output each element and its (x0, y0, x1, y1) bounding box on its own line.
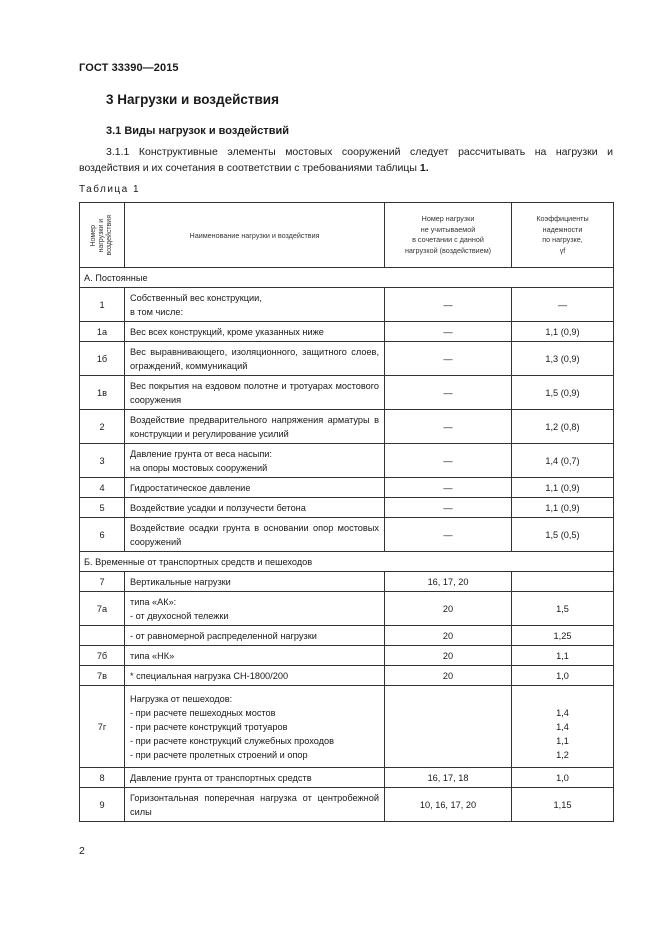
table-header-row (80, 203, 614, 268)
row-number: 7 (80, 572, 125, 592)
table-row (80, 666, 614, 686)
row-name-line: на опоры мостовых сооружений (130, 462, 268, 473)
row-excluded: 10, 16, 17, 20 (385, 788, 512, 822)
header-not-considered (385, 203, 512, 268)
row-name-line: - при расчете пешеходных мостов (130, 707, 276, 718)
header-number-text (90, 215, 114, 256)
header-number (80, 203, 125, 268)
header-number-line: воздействия (106, 214, 113, 256)
section-row (80, 552, 614, 572)
row-excluded: — (385, 444, 512, 478)
row-excluded: — (385, 478, 512, 498)
row-coefficient-line: 1,4 (556, 707, 569, 718)
table-row (80, 478, 614, 498)
row-coefficient: 1,0 (512, 768, 614, 788)
header-line: Номер нагрузки (421, 214, 475, 223)
table-row (80, 626, 614, 646)
row-excluded: 20 (385, 666, 512, 686)
table-row (80, 788, 614, 822)
row-name: Гидростатическое давление (125, 478, 385, 498)
paragraph-table-ref: 1 (419, 162, 426, 174)
row-number (80, 626, 125, 646)
row-coefficient: — (512, 288, 614, 322)
row-excluded (385, 686, 512, 768)
row-name-line: в том числе: (130, 306, 184, 317)
header-name (125, 203, 385, 268)
row-coefficient: 1,3 (0,9) (512, 342, 614, 376)
row-name: типа «НК» (125, 646, 385, 666)
row-coefficient-line: 1,2 (556, 749, 569, 760)
row-name: Горизонтальная поперечная нагрузка от центробежной силы (125, 788, 385, 822)
row-coefficient: 1,1 (0,9) (512, 478, 614, 498)
table-row (80, 410, 614, 444)
row-coefficient (512, 572, 614, 592)
row-excluded: — (385, 322, 512, 342)
row-name-line: - при расчете конструкций служебных проходов (130, 735, 334, 746)
section-row (80, 268, 614, 288)
row-number: 2 (80, 410, 125, 444)
row-excluded: — (385, 288, 512, 322)
row-excluded: 16, 17, 18 (385, 768, 512, 788)
row-coefficient: 1,1 (0,9) (512, 322, 614, 342)
table-row (80, 498, 614, 518)
row-name-line: - при расчете конструкций тротуаров (130, 721, 288, 732)
row-number: 6 (80, 518, 125, 552)
row-coefficient: 1,25 (512, 626, 614, 646)
table-row (80, 572, 614, 592)
table-row (80, 444, 614, 478)
row-number: 4 (80, 478, 125, 498)
section-b-label: Б. Временные от транспортных средств и пешеходов (80, 552, 614, 572)
header-number-line: Номер (90, 224, 97, 246)
section-a-label: А. Постоянные (80, 268, 614, 288)
row-name-line: Собственный вес конструкции, (130, 292, 262, 303)
row-number: 9 (80, 788, 125, 822)
row-excluded: — (385, 376, 512, 410)
row-coefficient (512, 686, 614, 768)
row-excluded: — (385, 342, 512, 376)
row-excluded: 20 (385, 626, 512, 646)
row-coefficient: 1,0 (512, 666, 614, 686)
header-line: не учитываемой (420, 224, 476, 234)
row-name: Вес всех конструкций, кроме указанных ниже (125, 322, 385, 342)
row-name-line: - от двухосной тележки (130, 610, 229, 621)
header-line: надежности (542, 224, 583, 234)
row-coefficient: 1,4 (0,7) (512, 444, 614, 478)
row-name: Воздействие осадки грунта в основании опор мостовых сооружений (125, 518, 385, 552)
row-coefficient-line: 1,1 (556, 735, 569, 746)
row-name (125, 592, 385, 626)
row-number: 7б (80, 646, 125, 666)
table-row (80, 288, 614, 322)
row-name: Давление грунта от транспортных средств (125, 768, 385, 788)
header-line: по нагрузке, (542, 235, 583, 244)
table-row (80, 768, 614, 788)
row-name: Вертикальные нагрузки (125, 572, 385, 592)
row-name: Вес покрытия на ездовом полотне и тротуарах мостового сооружения (125, 376, 385, 410)
table-row (80, 322, 614, 342)
row-coefficient: 1,1 (512, 646, 614, 666)
header-line: γf (559, 245, 566, 255)
header-coefficient-text (517, 214, 608, 256)
row-coefficient: 1,5 (512, 592, 614, 626)
header-name-text: Наименование нагрузки и воздействия (189, 231, 320, 240)
table-row (80, 518, 614, 552)
paragraph-text: 3.1.1 Конструктивные элементы мостовых сооружений следует рассчитывать на нагрузки и воздействия и их сочетания в соответствии с требованиями таблицы (79, 146, 613, 174)
row-name: - от равномерной распределенной нагрузки (125, 626, 385, 646)
header-not-considered-text (390, 214, 506, 256)
row-excluded: — (385, 518, 512, 552)
row-number: 7в (80, 666, 125, 686)
header-line: нагрузкой (воздействием) (404, 245, 492, 255)
row-number: 1 (80, 288, 125, 322)
row-number: 5 (80, 498, 125, 518)
row-number: 1б (80, 342, 125, 376)
header-line: в сочетании с данной (412, 235, 484, 244)
row-coefficient: 1,5 (0,5) (512, 518, 614, 552)
section-title: 3 Нагрузки и воздействия (106, 92, 279, 107)
row-coefficient-line: 1,4 (556, 721, 569, 732)
row-number: 1в (80, 376, 125, 410)
row-excluded: 20 (385, 592, 512, 626)
table-row (80, 592, 614, 626)
row-coefficient: 1,15 (512, 788, 614, 822)
row-name (125, 444, 385, 478)
row-coefficient: 1,1 (0,9) (512, 498, 614, 518)
row-name (125, 288, 385, 322)
row-name (125, 686, 385, 768)
row-number: 3 (80, 444, 125, 478)
row-number: 1а (80, 322, 125, 342)
row-name-line: Нагрузка от пешеходов: (130, 693, 233, 704)
paragraph-period: . (425, 162, 429, 174)
row-number: 8 (80, 768, 125, 788)
subsection-title: 3.1 Виды нагрузок и воздействий (106, 125, 289, 137)
row-coefficient: 1,5 (0,9) (512, 376, 614, 410)
table-row (80, 376, 614, 410)
paragraph (79, 144, 613, 176)
table-row (80, 686, 614, 768)
row-name-line: - при расчете пролетных строений и опор (130, 749, 308, 760)
row-name: Воздействие усадки и ползучести бетона (125, 498, 385, 518)
document-code: ГОСТ 33390—2015 (79, 62, 179, 74)
row-name: Вес выравнивающего, изоляционного, защитного слоев, ограждений, коммуникаций (125, 342, 385, 376)
row-coefficient: 1,2 (0,8) (512, 410, 614, 444)
table-row (80, 646, 614, 666)
header-number-line: нагрузки и (98, 218, 105, 252)
table-row (80, 342, 614, 376)
row-name-line: Давление грунта от веса насыпи: (130, 448, 272, 459)
loads-table (79, 202, 614, 822)
row-number: 7а (80, 592, 125, 626)
row-number: 7г (80, 686, 125, 768)
page-number: 2 (79, 845, 85, 857)
row-name: * специальная нагрузка СН-1800/200 (125, 666, 385, 686)
row-name-line: типа «АК»: (130, 596, 177, 607)
row-excluded: 20 (385, 646, 512, 666)
row-excluded: — (385, 498, 512, 518)
header-line: Коэффициенты (536, 214, 589, 223)
row-excluded: — (385, 410, 512, 444)
table-label: Таблица 1 (79, 184, 141, 195)
row-name: Воздействие предварительного напряжения арматуры в конструкции и регулирование усилий (125, 410, 385, 444)
row-excluded: 16, 17, 20 (385, 572, 512, 592)
header-coefficient (512, 203, 614, 268)
